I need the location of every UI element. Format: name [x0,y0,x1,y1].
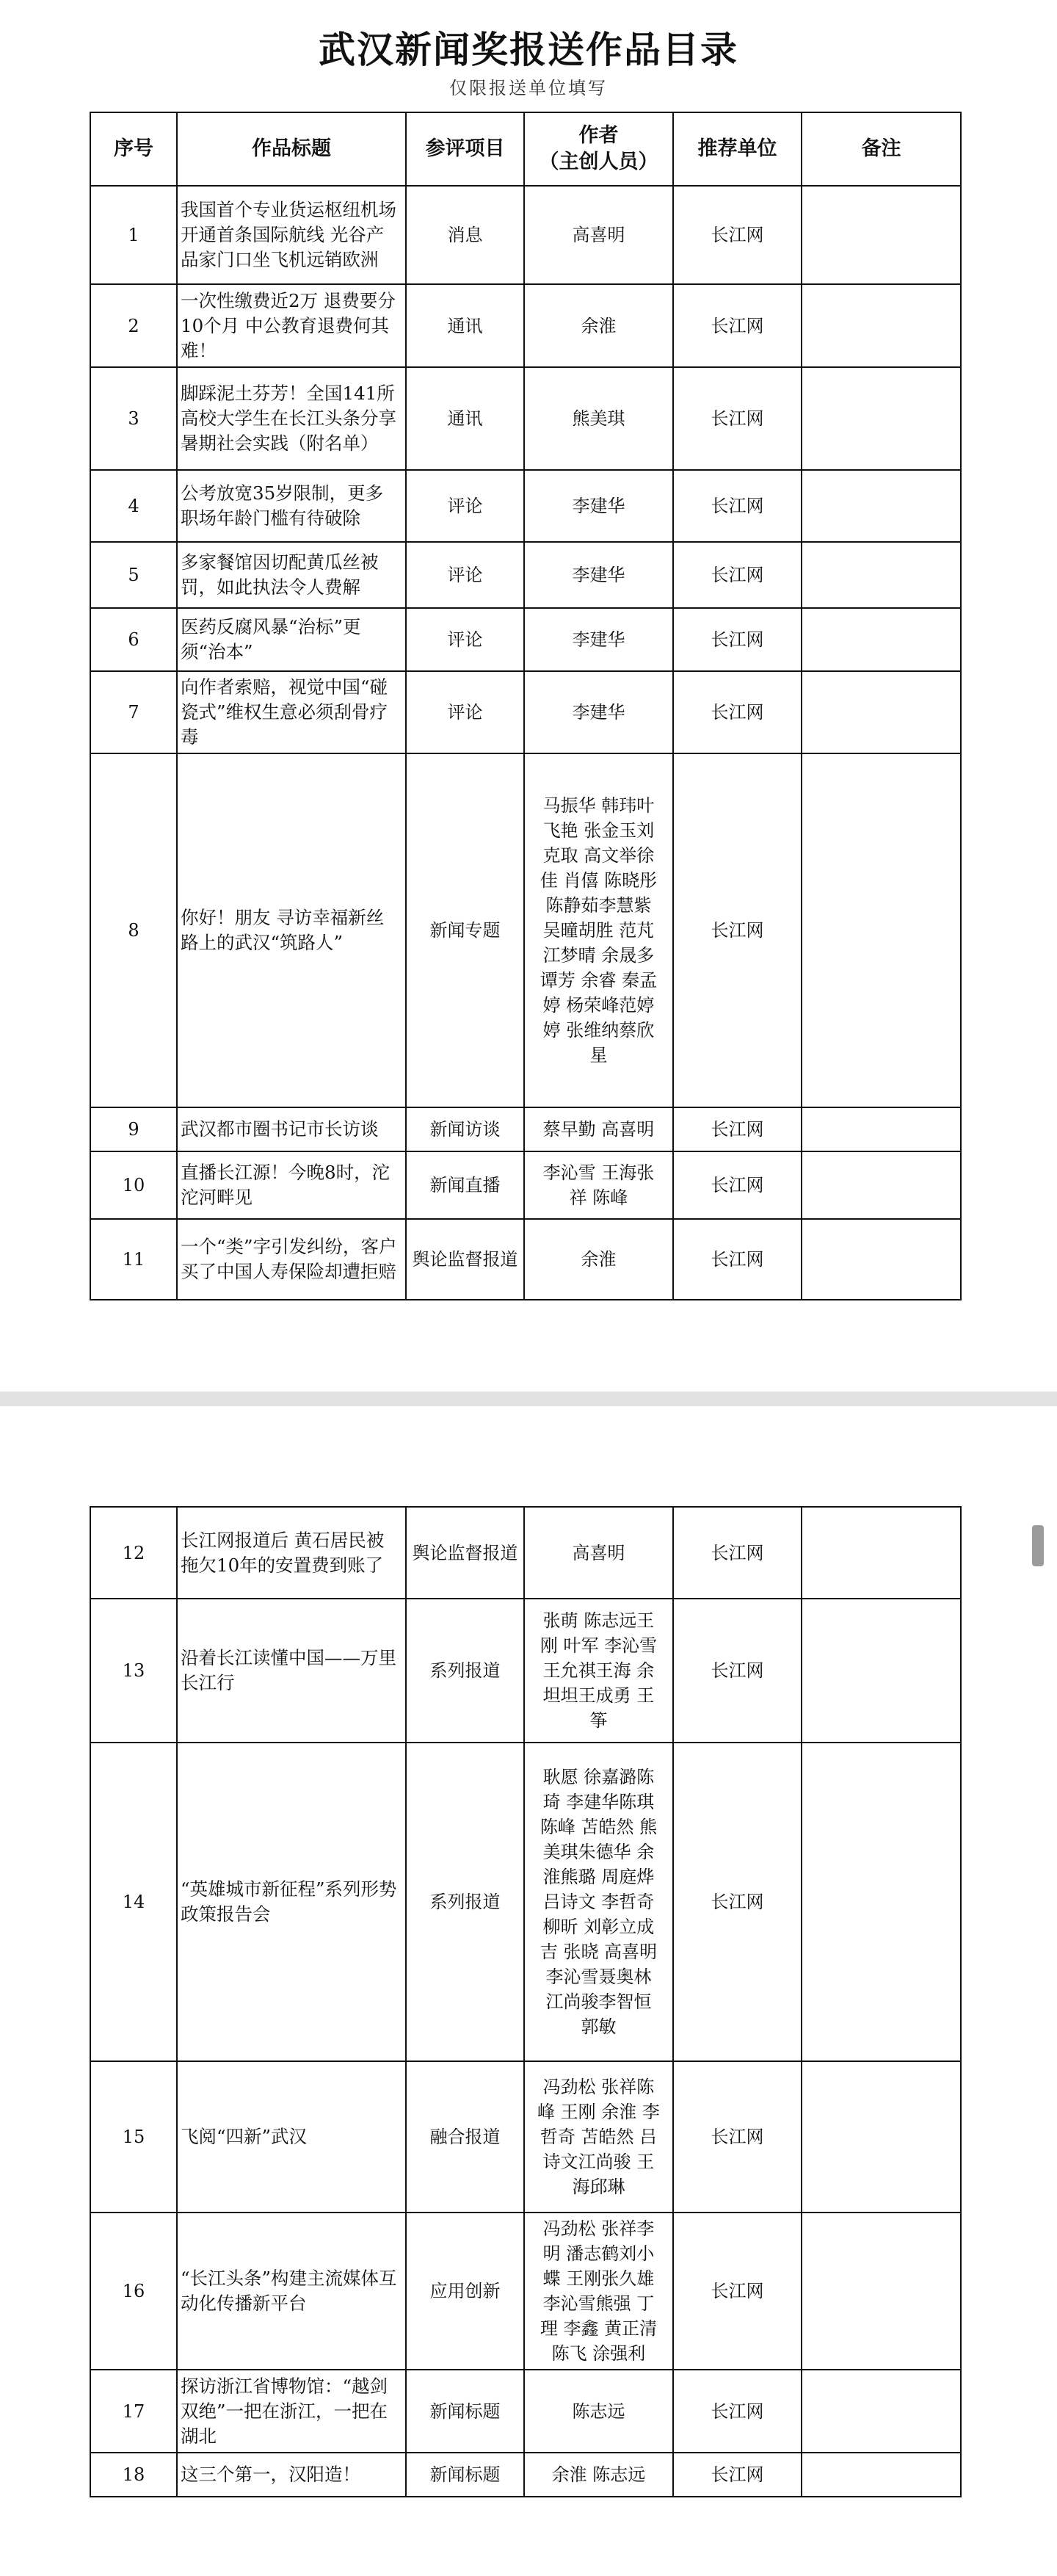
table-row [90,671,961,753]
category-cell: 新闻标题 [406,2370,524,2453]
row-number-cell: 4 [90,470,177,542]
category-cell: 评论 [406,542,524,608]
header-title: 作品标题 [177,112,406,186]
recommending-unit-cell: 长江网 [673,1507,802,1599]
row-number-cell: 14 [90,1743,177,2061]
recommending-unit-cell: 长江网 [673,2213,802,2370]
category-cell: 应用创新 [406,2213,524,2370]
recommending-unit-cell: 长江网 [673,284,802,367]
note-cell [802,186,961,284]
authors-cell: 李建华 [524,470,673,542]
authors-cell: 冯劲松 张祥陈峰 王刚 余淮 李哲奇 苫皓然 吕诗文江尚骏 王海邱琳 [524,2061,673,2213]
row-number-cell: 3 [90,367,177,470]
table-row [90,1151,961,1219]
header-note: 备注 [802,112,961,186]
note-cell [802,542,961,608]
work-title-cell: 武汉都市圈书记市长访谈 [177,1107,406,1151]
category-cell: 消息 [406,186,524,284]
category-cell: 新闻专题 [406,753,524,1107]
table-row [90,542,961,608]
note-cell [802,470,961,542]
row-number-cell: 12 [90,1507,177,1599]
work-title-cell: 探访浙江省博物馆：“越剑双绝”一把在浙江，一把在湖北 [177,2370,406,2453]
recommending-unit-cell: 长江网 [673,1107,802,1151]
note-cell [802,1599,961,1743]
table-row [90,1107,961,1151]
table-row [90,2370,961,2453]
row-number-cell: 5 [90,542,177,608]
work-title-cell: 沿着长江读懂中国——万里长江行 [177,1599,406,1743]
authors-cell: 陈志远 [524,2370,673,2453]
recommending-unit-cell: 长江网 [673,470,802,542]
table-row [90,753,961,1107]
table-row [90,1743,961,2061]
table-row [90,1219,961,1300]
table-row [90,1599,961,1743]
note-cell [802,284,961,367]
header-unit: 推荐单位 [673,112,802,186]
category-cell: 新闻直播 [406,1151,524,1219]
note-cell [802,1219,961,1300]
category-cell: 系列报道 [406,1743,524,2061]
recommending-unit-cell: 长江网 [673,186,802,284]
authors-cell: 蔡早勤 高喜明 [524,1107,673,1151]
note-cell [802,2453,961,2497]
authors-cell: 余淮 [524,284,673,367]
work-title-cell: 飞阅“四新”武汉 [177,2061,406,2213]
authors-cell: 李建华 [524,542,673,608]
category-cell: 评论 [406,608,524,671]
recommending-unit-cell: 长江网 [673,367,802,470]
category-cell: 评论 [406,671,524,753]
authors-cell: 耿愿 徐嘉潞陈琦 李建华陈琪 陈峰 苫皓然 熊美琪朱德华 余淮熊璐 周庭烨吕诗文 李哲奇柳昕 刘彰立成吉 张晓 高喜明 李沁雪聂奥林 江尚骏李智恒 郭敏 [524,1743,673,2061]
authors-cell: 马振华 韩玮叶飞艳 张金玉刘克取 高文举徐佳 肖僖 陈晓彤 陈静茹李慧紫 吴曈胡胜 范芃 江梦晴 余晟多谭芳 余睿 秦孟婷 杨荣峰范婷婷 张维纳蔡欣星 [524,753,673,1107]
entries-table-part-one [90,112,962,1300]
authors-cell: 高喜明 [524,186,673,284]
row-number-cell: 16 [90,2213,177,2370]
category-cell: 新闻标题 [406,2453,524,2497]
authors-cell: 熊美琪 [524,367,673,470]
note-cell [802,1151,961,1219]
entries-table-part-two [90,1506,962,2497]
note-cell [802,2370,961,2453]
authors-cell: 余淮 [524,1219,673,1300]
recommending-unit-cell: 长江网 [673,753,802,1107]
authors-cell: 李建华 [524,608,673,671]
work-title-cell: 一次性缴费近2万 退费要分10个月 中公教育退费何其难！ [177,284,406,367]
work-title-cell: 你好！朋友 寻访幸福新丝路上的武汉“筑路人” [177,753,406,1107]
note-cell [802,2213,961,2370]
row-number-cell: 7 [90,671,177,753]
row-number-cell: 8 [90,753,177,1107]
header-author-line2: （主创人员） [539,151,658,173]
category-cell: 系列报道 [406,1599,524,1743]
recommending-unit-cell: 长江网 [673,2453,802,2497]
note-cell [802,1107,961,1151]
table-row [90,2213,961,2370]
work-title-cell: 我国首个专业货运枢纽机场开通首条国际航线 光谷产品家门口坐飞机远销欧洲 [177,186,406,284]
category-cell: 舆论监督报道 [406,1507,524,1599]
work-title-cell: 脚踩泥土芬芳！全国141所高校大学生在长江头条分享暑期社会实践（附名单） [177,367,406,470]
category-cell: 评论 [406,470,524,542]
row-number-cell: 6 [90,608,177,671]
row-number-cell: 18 [90,2453,177,2497]
table-row [90,367,961,470]
authors-cell: 李沁雪 王海张祥 陈峰 [524,1151,673,1219]
work-title-cell: 公考放宽35岁限制，更多职场年龄门槛有待破除 [177,470,406,542]
table-row [90,2453,961,2497]
authors-cell: 张萌 陈志远王刚 叶军 李沁雪 王允祺王海 余坦坦王成勇 王筝 [524,1599,673,1743]
header-author-line1: 作者 [578,124,619,147]
table-row [90,284,961,367]
row-number-cell: 17 [90,2370,177,2453]
recommending-unit-cell: 长江网 [673,2061,802,2213]
work-title-cell: 长江网报道后 黄石居民被拖欠10年的安置费到账了 [177,1507,406,1599]
work-title-cell: “英雄城市新征程”系列形势政策报告会 [177,1743,406,2061]
table-row [90,2061,961,2213]
table-row [90,608,961,671]
work-title-cell: 直播长江源！今晚8时，沱沱河畔见 [177,1151,406,1219]
category-cell: 新闻访谈 [406,1107,524,1151]
authors-cell: 冯劲松 张祥李明 潘志鹤刘小蝶 王刚张久雄 李沁雪熊强 丁理 李鑫 黄正清 陈飞 涂强利 [524,2213,673,2370]
table-row [90,186,961,284]
document-title: 武汉新闻奖报送作品目录 [319,29,738,71]
authors-cell: 李建华 [524,671,673,753]
header-category: 参评项目 [406,112,524,186]
row-number-cell: 2 [90,284,177,367]
table-row [90,470,961,542]
row-number-cell: 15 [90,2061,177,2213]
note-cell [802,1507,961,1599]
note-cell [802,1743,961,2061]
row-number-cell: 1 [90,186,177,284]
recommending-unit-cell: 长江网 [673,1599,802,1743]
row-number-cell: 9 [90,1107,177,1151]
table-header-row [90,112,961,186]
row-number-cell: 11 [90,1219,177,1300]
recommending-unit-cell: 长江网 [673,1219,802,1300]
recommending-unit-cell: 长江网 [673,2370,802,2453]
work-title-cell: “长江头条”构建主流媒体互动化传播新平台 [177,2213,406,2370]
category-cell: 舆论监督报道 [406,1219,524,1300]
recommending-unit-cell: 长江网 [673,608,802,671]
document-subtitle: 仅限报送单位填写 [449,78,608,98]
category-cell: 融合报道 [406,2061,524,2213]
page-divider [0,1392,1057,1406]
note-cell [802,608,961,671]
recommending-unit-cell: 长江网 [673,1743,802,2061]
recommending-unit-cell: 长江网 [673,542,802,608]
row-number-cell: 13 [90,1599,177,1743]
row-number-cell: 10 [90,1151,177,1219]
work-title-cell: 一个“类”字引发纠纷，客户买了中国人寿保险却遭拒赔 [177,1219,406,1300]
authors-cell: 余淮 陈志远 [524,2453,673,2497]
work-title-cell: 多家餐馆因切配黄瓜丝被罚，如此执法令人费解 [177,542,406,608]
work-title-cell: 这三个第一，汉阳造！ [177,2453,406,2497]
header-author [524,112,673,186]
note-cell [802,671,961,753]
category-cell: 通讯 [406,284,524,367]
recommending-unit-cell: 长江网 [673,1151,802,1219]
category-cell: 通讯 [406,367,524,470]
authors-cell: 高喜明 [524,1507,673,1599]
work-title-cell: 医药反腐风暴“治标”更须“治本” [177,608,406,671]
table-row [90,1507,961,1599]
note-cell [802,753,961,1107]
note-cell [802,2061,961,2213]
recommending-unit-cell: 长江网 [673,671,802,753]
scrollbar-thumb[interactable] [1032,1525,1044,1566]
header-no: 序号 [90,112,177,186]
note-cell [802,367,961,470]
work-title-cell: 向作者索赔，视觉中国“碰瓷式”维权生意必须刮骨疗毒 [177,671,406,753]
